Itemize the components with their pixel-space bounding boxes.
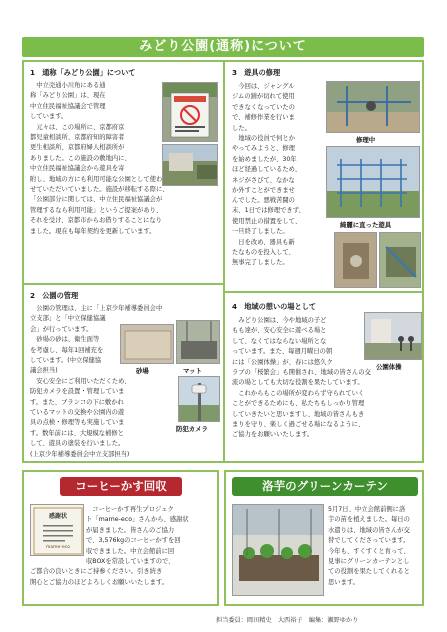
- text-line: した。: [232, 124, 251, 132]
- section-3-body-top: [232, 82, 301, 196]
- text-line: ての役割を果たしてくれると: [328, 568, 410, 576]
- park-exercise-photo: [364, 312, 422, 360]
- text-line: 安心安全にご利用いただくため、: [30, 377, 131, 385]
- text-line: ご協力をお願いいたします。: [232, 431, 314, 439]
- text-line: で、補修作業を行いま: [232, 114, 295, 122]
- text-line: 替でしてくださっています。: [328, 537, 410, 545]
- text-line: 都児童相談所、京都府知的障害者: [30, 134, 125, 142]
- curtain-title: 洛芋のグリーンカーテン: [232, 477, 418, 496]
- text-line: 末、1日では修理できず、: [232, 207, 305, 215]
- text-line: 附し、地域の方にも利用可能な公園として使わ: [30, 175, 163, 183]
- text-line: を考慮し、毎年1回補充を: [30, 346, 104, 354]
- text-line: やってみようと、修理: [232, 145, 295, 153]
- text-line: が届きました。皆さんのご協力: [86, 526, 175, 534]
- text-line: していきたいと思いますし、地域の皆さんもき: [232, 410, 365, 418]
- text-line: 流の場としても大切な役割を果たしています。: [232, 379, 364, 387]
- text-line: す。また、ブランコの下に敷かれ: [30, 398, 124, 406]
- tools-photo-2: [379, 232, 421, 288]
- text-line: 中立住民福祉協議会から遊具を寄: [30, 165, 125, 173]
- text-line: 使用禁止の措置をして、: [232, 217, 302, 225]
- text-line: 収できました。中立会館前に回: [86, 547, 175, 555]
- sandbox-photo: [120, 324, 174, 364]
- text-line: (上京少年補導委員会中立支部担当): [30, 450, 130, 458]
- text-line: もも達が、安心安全に遊べる場と: [232, 327, 327, 335]
- text-line: みどり公園は、今や地域の子ど: [232, 317, 327, 324]
- text-line: 議会担当): [30, 367, 58, 375]
- text-line: 「公園部分に関しては、中立住民福祉協議会が: [30, 196, 163, 204]
- text-line: しています。: [30, 113, 68, 121]
- text-line: 5月7日、中立会館前側に洛: [328, 506, 406, 513]
- section-3-heading: 3 遊具の修理: [232, 68, 281, 77]
- text-line: 防犯カメラを設置・管理していま: [30, 388, 125, 396]
- text-line: 一旦終了しました。: [232, 228, 289, 236]
- text-line: 思います。: [328, 578, 359, 586]
- text-line: 公園の管理は、主に「上京少年補導委員会中: [30, 305, 163, 312]
- text-line: 管理するなら利用可能」というご提案があり、: [30, 206, 163, 214]
- text-line: ました。現在も毎年契約を更新しています。: [30, 227, 156, 235]
- text-line: たなものを投入して、: [232, 249, 295, 257]
- text-line: 見事にグリーンカーテンとし: [328, 558, 410, 566]
- text-line: には「公園体操」が、春には悠久ク: [232, 358, 333, 366]
- text-line: す。数年前には、大規模な補修と: [30, 429, 124, 437]
- building-site-photo: [162, 144, 218, 186]
- text-line: か外すことができませ: [232, 187, 295, 195]
- text-line: で、3,576kgのコーヒーかすを回: [86, 537, 181, 545]
- security-camera-photo: [178, 376, 220, 422]
- text-line: 元々は、この場所に、京都府京: [30, 123, 125, 131]
- text-line: 芋の苗を植えました。毎日の: [328, 516, 410, 524]
- text-line: ジムの錆が切れて使用: [232, 93, 295, 101]
- text-line: しています。(中立保健協: [30, 357, 102, 365]
- camera-caption: 防犯カメラ: [176, 425, 208, 433]
- certificate-brand: mame-eco: [46, 545, 70, 550]
- text-line: ているマットの交換や公園内の遊: [30, 409, 125, 417]
- coffee-title: コーヒーかす回収: [60, 477, 182, 496]
- section-4-heading: 4 地域の憩いの場として: [232, 302, 317, 311]
- text-line: それを受け、京都市からお借りすることになり: [30, 217, 162, 225]
- repair-caption: 修理中: [356, 136, 376, 144]
- park-sign-photo: [162, 82, 218, 142]
- text-line: 収BOXを常設していますので、: [86, 558, 175, 566]
- curtain-body: [328, 505, 410, 588]
- text-line: 日を改め、器具も新: [232, 238, 295, 246]
- exercise-caption: 公園体操: [376, 363, 402, 371]
- text-line: 称「みどり公園」は、現在: [30, 92, 106, 100]
- text-line: せていただいていました。施設が移転する際に、: [30, 186, 169, 194]
- text-line: ネジがさびて、なかな: [232, 176, 295, 184]
- text-line: 水遣りは、地域の皆さんが交: [328, 526, 410, 534]
- mat-photo: [176, 320, 220, 364]
- text-line: 中立売通小川角にある通: [30, 82, 106, 89]
- text-line: 更生相談所、京都府婦人相談所が: [30, 144, 125, 152]
- page-title: みどり公園(通称)について: [22, 37, 424, 57]
- text-line: ト「mame-eco」さんから、感謝状: [86, 516, 189, 524]
- text-line: 立支部」と「中立保健協議: [30, 315, 106, 323]
- text-line: ご都合の良いときにご持参ください。引き続き: [30, 568, 163, 576]
- tools-photo-1: [334, 232, 377, 288]
- text-line: を始めましたが、30年: [232, 155, 297, 163]
- sandbox-caption: 砂場: [136, 367, 149, 375]
- text-line: ありました。この施設の敷地内に、: [30, 154, 131, 162]
- text-line: んでした。悪戦苦闘の: [232, 197, 295, 204]
- section-1-heading: 1 通称「みどり公園」について: [30, 68, 136, 77]
- section-4-body: [232, 316, 371, 441]
- jungle-gym-photo: [326, 146, 420, 218]
- fixed-playground-caption: 綺麗に直った遊具: [340, 221, 392, 229]
- text-line: 今回は、ジャングル: [232, 83, 295, 90]
- coffee-body: [30, 505, 189, 588]
- section-3-body-bottom: [232, 196, 305, 269]
- mat-caption: マット: [183, 367, 202, 375]
- text-line: 今年も、すくすくと育って、: [328, 547, 410, 555]
- text-line: 中立住民福祉協議会で管理: [30, 102, 106, 110]
- section-1-body: [30, 81, 169, 237]
- text-line: っています。また、毎週月曜日の朝: [232, 348, 333, 356]
- text-line: 具の点検・修理等も実施していま: [30, 419, 125, 427]
- text-line: ラブの「桜繁会」も開催され、地域の皆さんの交: [232, 369, 371, 377]
- text-line: 地域の役員で何とか: [232, 135, 295, 143]
- repair-work-photo: [326, 81, 420, 133]
- column-divider: [223, 60, 225, 463]
- text-line: ことができるためにも、私たちもしっかり管理: [232, 400, 365, 408]
- seedlings-photo: [232, 504, 324, 596]
- text-line: コーヒーかす再生プロジェク: [86, 506, 174, 513]
- section-divider-left: [22, 283, 224, 285]
- text-line: 無事完了しました。: [232, 259, 289, 267]
- text-line: ほど経過しているため、: [232, 166, 302, 174]
- text-line: して、なくてはならない場所とな: [232, 337, 327, 345]
- section-divider-right: [224, 291, 424, 293]
- text-line: これからもこの場所が変わらず守られていく: [232, 389, 365, 397]
- section-2-heading: 2 公園の管理: [30, 291, 79, 300]
- text-line: 砂場の砂は、衛生面等: [30, 336, 100, 344]
- text-line: まりを守り、楽しく過ごせる場になるように、: [232, 421, 365, 429]
- text-line: できなくなっていたの: [232, 103, 295, 111]
- certificate-heading: 感謝状: [48, 513, 67, 520]
- text-line: 会」が行っています。: [30, 325, 93, 333]
- page-footer: 担当委員：岡田精史 大西裕子 編集：瀬野ゆかり: [216, 617, 359, 624]
- text-line: して、遊具の塗装を行いました。: [30, 440, 125, 448]
- text-line: 開心とご協力のほどよろしくお願いいたします。: [30, 578, 169, 586]
